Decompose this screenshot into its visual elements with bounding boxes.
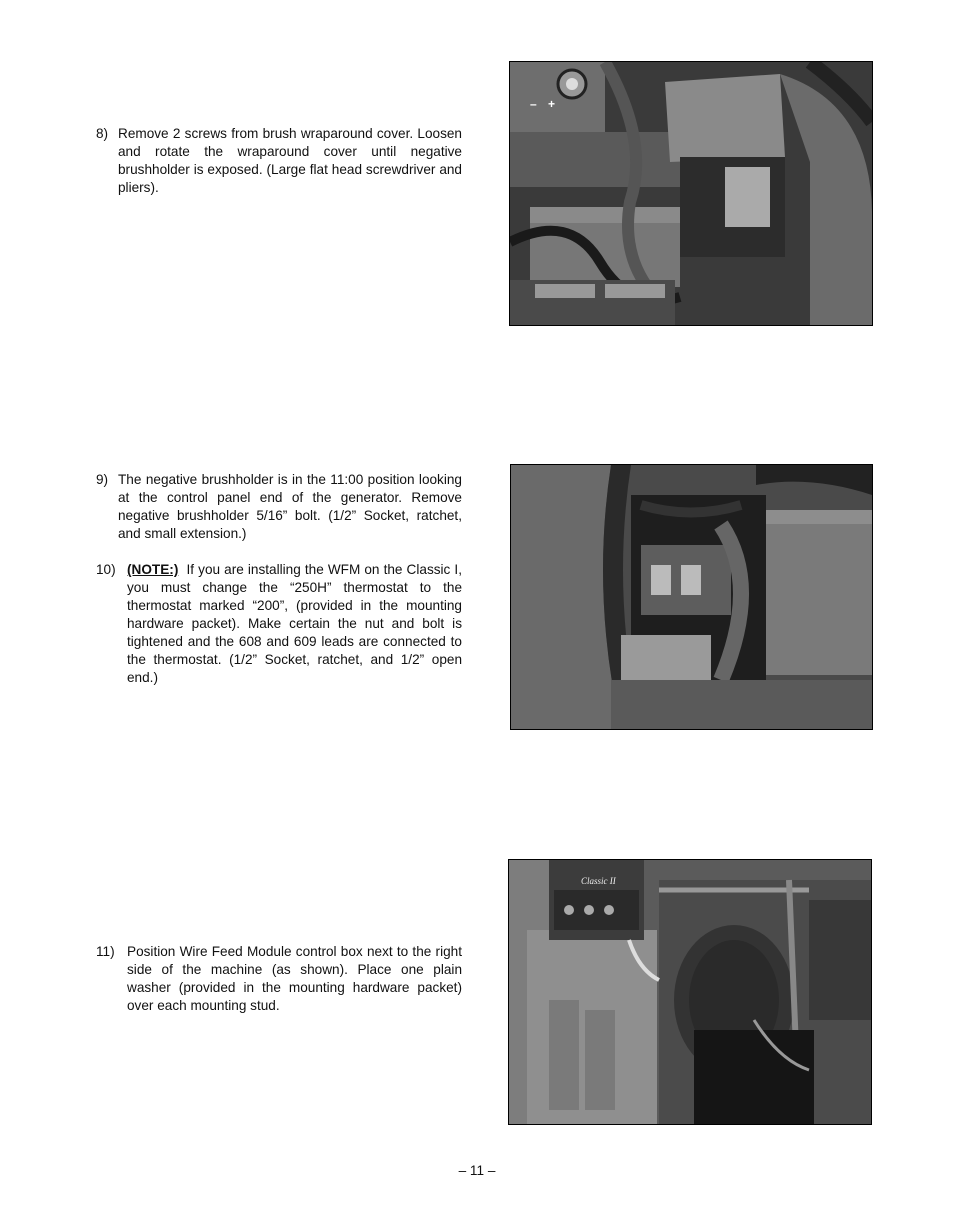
step-number: 9): [96, 472, 109, 487]
photo-brush-wraparound-cover: [509, 61, 873, 326]
page-number: – 11 –: [458, 1163, 496, 1178]
step-10: [96, 561, 462, 687]
note-text: If you are installing the WFM on the Classic I, you must change the “250H” thermostat to the thermostat marked “200”, (provided in the mounting hardware packet). Make certain the nut and bolt is tightened and the 608 and 609 leads are connected to the thermostat. (1/2” Socket, ratchet, and 1/2” open end.): [127, 562, 462, 685]
step-number: 11): [96, 944, 115, 959]
step-8: [96, 125, 462, 197]
terminal-minus-label: –: [530, 97, 537, 111]
step-text: The negative brushholder is in the 11:00 position looking at the control panel end of the generator. Remove negative brushholder 5/16” bolt. (1/2” Socket, ratchet, and small extension.): [118, 472, 462, 541]
photo-negative-brushholder: [510, 464, 873, 730]
photo-wire-feed-module-position: [508, 859, 872, 1125]
step-9: [96, 471, 462, 543]
terminal-plus-label: +: [548, 97, 556, 111]
step-number: 10): [96, 562, 116, 577]
step-text: Remove 2 screws from brush wraparound cover. Loosen and rotate the wraparound cover until negative brushholder is exposed. (Large flat head screwdriver and pliers).: [118, 126, 462, 195]
step-text: Position Wire Feed Module control box next to the right side of the machine (as shown). Place one plain washer (provided in the mounting hardware packet) over each mounting stud.: [127, 944, 462, 1013]
panel-brand-label: Classic II: [581, 876, 616, 886]
note-label: (NOTE:): [127, 562, 179, 577]
step-text: [127, 561, 462, 687]
step-number: 8): [96, 126, 109, 141]
step-11: [96, 943, 462, 1015]
